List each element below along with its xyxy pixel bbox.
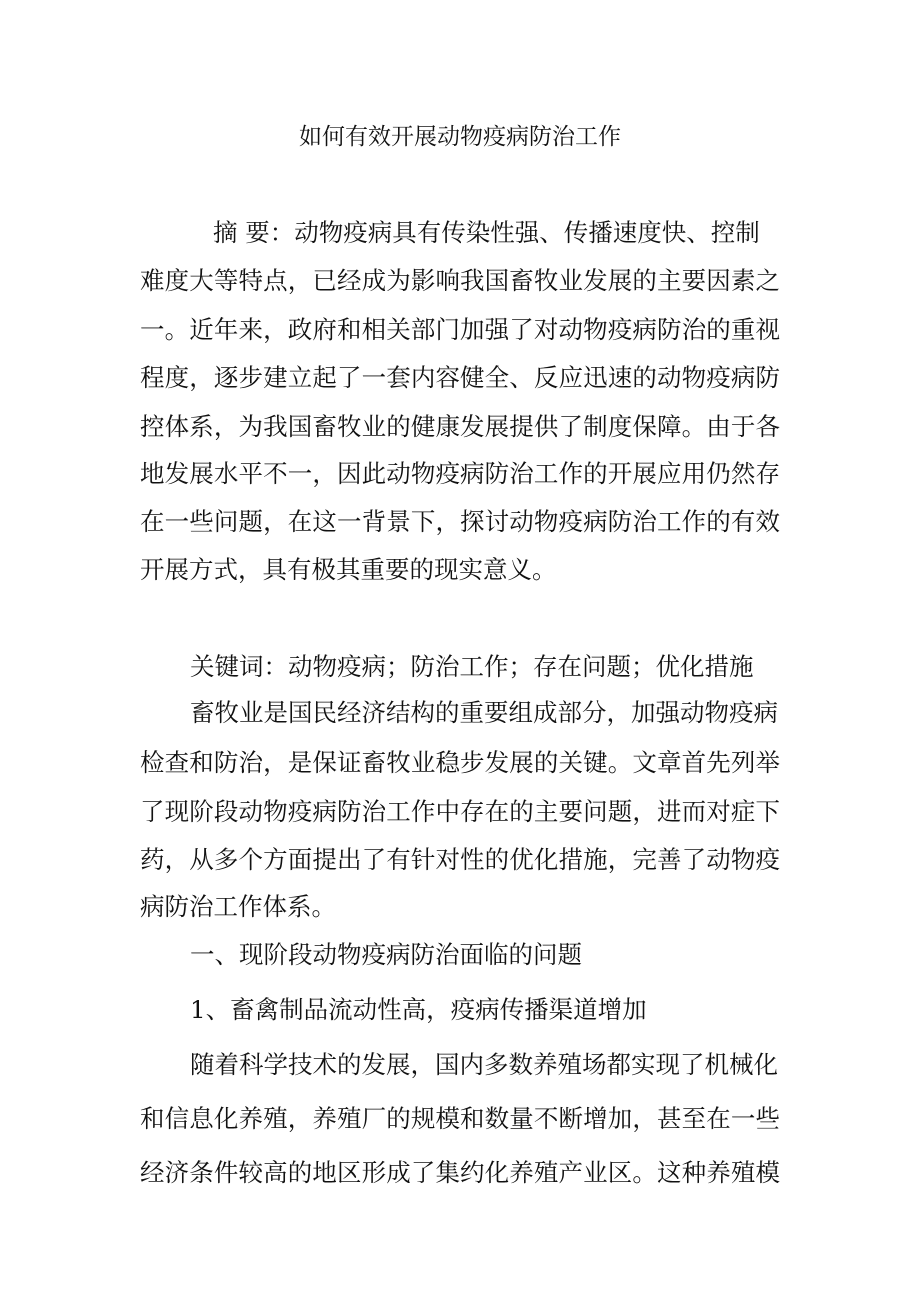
abstract-line: 程度，逐步建立起了一套内容健全、反应迅速的动物疫病防 — [140, 363, 780, 392]
paragraph-line: 随着科学技术的发展，国内多数养殖场都实现了机械化 — [190, 1050, 778, 1079]
abstract-line: 控体系，为我国畜牧业的健康发展提供了制度保障。由于各 — [140, 412, 780, 441]
abstract-line: 摘 要：动物疫病具有传染性强、传播速度快、控制 — [213, 218, 760, 247]
section-heading: 一、现阶段动物疫病防治面临的问题 — [190, 940, 582, 969]
abstract-line: 地发展水平不一，因此动物疫病防治工作的开展应用仍然存 — [140, 459, 780, 488]
abstract-line: 在一些问题，在这一背景下，探讨动物疫病防治工作的有效 — [140, 507, 780, 536]
paragraph-line: 畜牧业是国民经济结构的重要组成部分，加强动物疫病 — [190, 698, 778, 727]
abstract-line: 开展方式，具有极其重要的现实意义。 — [140, 555, 557, 584]
paragraph-line: 和信息化养殖，养殖厂的规模和数量不断增加，甚至在一些 — [140, 1104, 780, 1133]
abstract-line: 难度大等特点，已经成为影响我国畜牧业发展的主要因素之 — [140, 266, 780, 295]
paragraph-line: 病防治工作体系。 — [140, 892, 336, 921]
document-title: 如何有效开展动物疫病防治工作 — [299, 124, 621, 150]
subsection-heading: 1、畜禽制品流动性高，疫病传播渠道增加 — [190, 995, 647, 1024]
keywords-line: 关键词：动物疫病；防治工作；存在问题；优化措施 — [190, 652, 754, 681]
abstract-line: 一。近年来，政府和相关部门加强了对动物疫病防治的重视 — [140, 315, 780, 344]
paragraph-line: 经济条件较高的地区形成了集约化养殖产业区。这种养殖模 — [140, 1158, 780, 1187]
paragraph-line: 了现阶段动物疫病防治工作中存在的主要问题，进而对症下 — [140, 797, 780, 826]
paragraph-line: 药，从多个方面提出了有针对性的优化措施，完善了动物疫 — [140, 845, 780, 874]
paragraph-line: 检查和防治，是保证畜牧业稳步发展的关键。文章首先列举 — [140, 748, 780, 777]
